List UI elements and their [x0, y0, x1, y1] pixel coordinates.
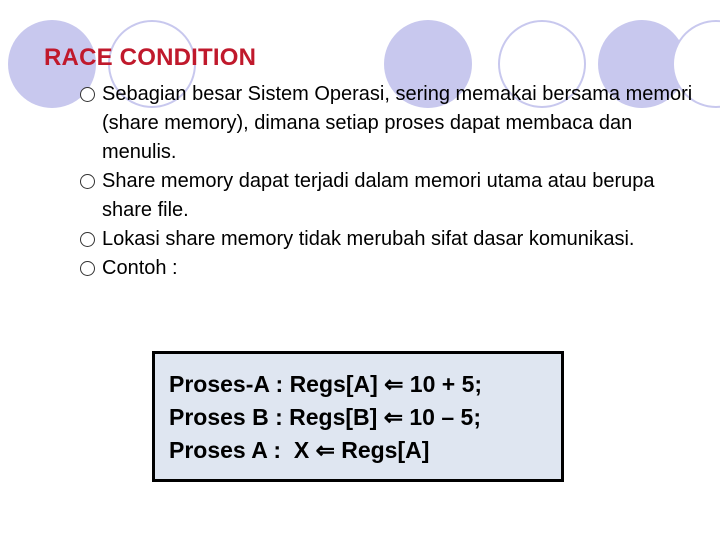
- bullet-text: Contoh :: [102, 257, 178, 279]
- hollow-circle-bullet-icon: [80, 87, 95, 102]
- slide-title: RACE CONDITION: [44, 44, 257, 71]
- code-line: Proses-A : Regs[A] ⇐ 10 + 5;: [169, 371, 483, 397]
- code-line: Proses A : X ⇐ Regs[A]: [169, 437, 430, 463]
- bullet-list: [80, 80, 700, 283]
- hollow-circle-bullet-icon: [80, 232, 95, 247]
- bullet-text: Share memory dapat terjadi dalam memori utama atau berupa share file.: [102, 170, 655, 221]
- bullet-item: [80, 225, 700, 254]
- hollow-circle-bullet-icon: [80, 174, 95, 189]
- code-example-box: [152, 351, 564, 482]
- bullet-item: [80, 254, 700, 283]
- hollow-circle-bullet-icon: [80, 261, 95, 276]
- bullet-item: [80, 80, 700, 167]
- bullet-text: Sebagian besar Sistem Operasi, sering memakai bersama memori (share memory), dimana setiap proses dapat membaca dan menulis.: [102, 83, 693, 163]
- bullet-text: Lokasi share memory tidak merubah sifat dasar komunikasi.: [102, 228, 635, 250]
- code-line: Proses B : Regs[B] ⇐ 10 – 5;: [169, 404, 481, 430]
- bullet-item: [80, 167, 700, 225]
